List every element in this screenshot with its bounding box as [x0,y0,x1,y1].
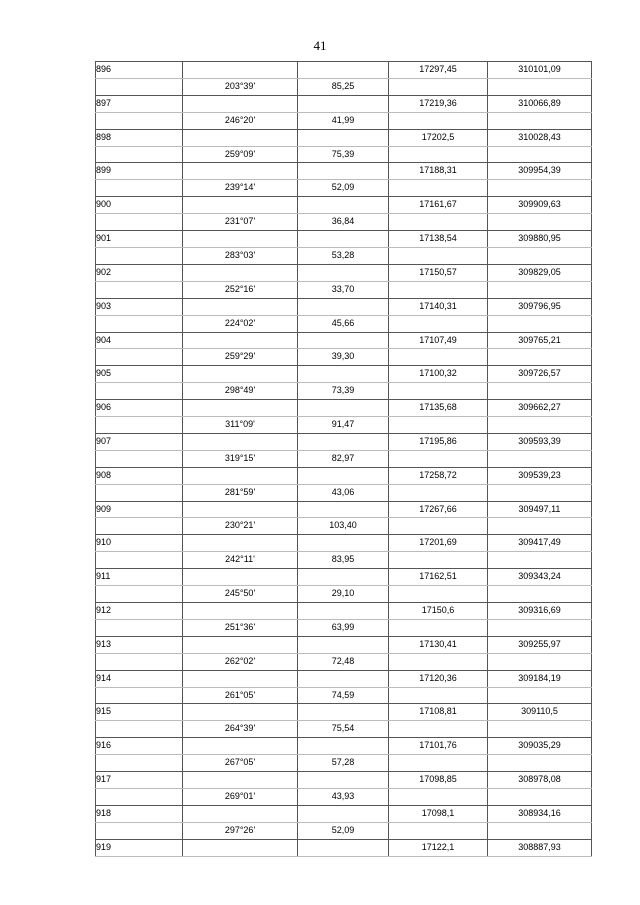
empty-distance-cell [298,366,389,383]
distance-cell: 53,28 [298,247,389,264]
empty-x-cell [389,755,488,772]
point-row [96,805,592,822]
empty-x-cell [389,822,488,839]
direction-angle-cell: 319°15' [183,450,298,467]
empty-point-cell [96,687,183,704]
point-row [96,603,592,620]
distance-cell: 73,39 [298,383,389,400]
distance-cell: 63,99 [298,619,389,636]
segment-row [96,755,592,772]
y-coordinate-cell: 308887,93 [488,839,592,856]
segment-row [96,450,592,467]
distance-cell: 29,10 [298,586,389,603]
empty-y-cell [488,552,592,569]
x-coordinate-cell: 17108,81 [389,704,488,721]
point-row [96,467,592,484]
empty-point-cell [96,450,183,467]
empty-y-cell [488,78,592,95]
empty-distance-cell [298,95,389,112]
segment-row [96,349,592,366]
empty-distance-cell [298,805,389,822]
point-number-cell: 896 [96,62,183,79]
empty-x-cell [389,687,488,704]
empty-angle-cell [183,298,298,315]
point-number-cell: 919 [96,839,183,856]
empty-distance-cell [298,467,389,484]
segment-row [96,417,592,434]
direction-angle-cell: 230°21' [183,518,298,535]
distance-cell: 75,54 [298,721,389,738]
empty-angle-cell [183,95,298,112]
empty-angle-cell [183,670,298,687]
point-number-cell: 915 [96,704,183,721]
y-coordinate-cell: 309184,19 [488,670,592,687]
empty-x-cell [389,417,488,434]
empty-distance-cell [298,62,389,79]
empty-y-cell [488,450,592,467]
x-coordinate-cell: 17100,32 [389,366,488,383]
direction-angle-cell: 259°29' [183,349,298,366]
point-row [96,839,592,856]
point-number-cell: 907 [96,433,183,450]
point-number-cell: 906 [96,400,183,417]
empty-x-cell [389,349,488,366]
segment-row [96,315,592,332]
point-number-cell: 913 [96,636,183,653]
empty-x-cell [389,214,488,231]
point-row [96,62,592,79]
empty-x-cell [389,484,488,501]
segment-row [96,586,592,603]
direction-angle-cell: 311°09' [183,417,298,434]
empty-point-cell [96,417,183,434]
y-coordinate-cell: 309593,39 [488,433,592,450]
empty-distance-cell [298,298,389,315]
y-coordinate-cell: 309343,24 [488,569,592,586]
x-coordinate-cell: 17098,1 [389,805,488,822]
segment-row [96,383,592,400]
point-number-cell: 914 [96,670,183,687]
empty-y-cell [488,822,592,839]
y-coordinate-cell: 308934,16 [488,805,592,822]
empty-x-cell [389,653,488,670]
distance-cell: 43,93 [298,788,389,805]
direction-angle-cell: 242°11' [183,552,298,569]
point-row [96,298,592,315]
x-coordinate-cell: 17188,31 [389,163,488,180]
distance-cell: 33,70 [298,281,389,298]
distance-cell: 39,30 [298,349,389,366]
point-number-cell: 905 [96,366,183,383]
empty-angle-cell [183,636,298,653]
empty-angle-cell [183,264,298,281]
empty-point-cell [96,78,183,95]
direction-angle-cell: 239°14' [183,180,298,197]
point-number-cell: 899 [96,163,183,180]
empty-y-cell [488,281,592,298]
direction-angle-cell: 298°49' [183,383,298,400]
point-row [96,636,592,653]
y-coordinate-cell: 309909,63 [488,197,592,214]
empty-y-cell [488,687,592,704]
empty-angle-cell [183,772,298,789]
segment-row [96,687,592,704]
segment-row [96,484,592,501]
empty-point-cell [96,755,183,772]
empty-y-cell [488,417,592,434]
empty-y-cell [488,383,592,400]
point-number-cell: 912 [96,603,183,620]
empty-y-cell [488,315,592,332]
empty-point-cell [96,146,183,163]
empty-y-cell [488,755,592,772]
y-coordinate-cell: 309765,21 [488,332,592,349]
empty-y-cell [488,484,592,501]
point-number-cell: 908 [96,467,183,484]
point-number-cell: 910 [96,535,183,552]
distance-cell: 74,59 [298,687,389,704]
empty-point-cell [96,383,183,400]
empty-point-cell [96,180,183,197]
y-coordinate-cell: 309829,05 [488,264,592,281]
segment-row [96,281,592,298]
segment-row [96,822,592,839]
point-row [96,400,592,417]
empty-x-cell [389,619,488,636]
empty-angle-cell [183,805,298,822]
y-coordinate-cell: 309796,95 [488,298,592,315]
empty-distance-cell [298,535,389,552]
empty-angle-cell [183,738,298,755]
empty-distance-cell [298,636,389,653]
x-coordinate-cell: 17150,6 [389,603,488,620]
point-row [96,231,592,248]
x-coordinate-cell: 17098,85 [389,772,488,789]
empty-x-cell [389,552,488,569]
x-coordinate-cell: 17219,36 [389,95,488,112]
empty-x-cell [389,112,488,129]
point-number-cell: 903 [96,298,183,315]
distance-cell: 91,47 [298,417,389,434]
empty-y-cell [488,721,592,738]
point-number-cell: 897 [96,95,183,112]
distance-cell: 36,84 [298,214,389,231]
segment-row [96,78,592,95]
empty-distance-cell [298,772,389,789]
empty-angle-cell [183,163,298,180]
empty-y-cell [488,586,592,603]
segment-row [96,247,592,264]
empty-distance-cell [298,501,389,518]
distance-cell: 103,40 [298,518,389,535]
y-coordinate-cell: 310066,89 [488,95,592,112]
segment-row [96,180,592,197]
empty-distance-cell [298,400,389,417]
point-number-cell: 909 [96,501,183,518]
y-coordinate-cell: 309954,39 [488,163,592,180]
direction-angle-cell: 231°07' [183,214,298,231]
y-coordinate-cell: 310101,09 [488,62,592,79]
empty-distance-cell [298,264,389,281]
empty-point-cell [96,349,183,366]
empty-point-cell [96,788,183,805]
coordinates-table-body [96,62,592,857]
empty-point-cell [96,315,183,332]
y-coordinate-cell: 308978,08 [488,772,592,789]
distance-cell: 43,06 [298,484,389,501]
empty-point-cell [96,653,183,670]
point-number-cell: 911 [96,569,183,586]
point-row [96,332,592,349]
point-number-cell: 902 [96,264,183,281]
empty-y-cell [488,788,592,805]
direction-angle-cell: 264°39' [183,721,298,738]
segment-row [96,619,592,636]
empty-angle-cell [183,501,298,518]
empty-angle-cell [183,839,298,856]
empty-distance-cell [298,738,389,755]
point-row [96,772,592,789]
direction-angle-cell: 261°05' [183,687,298,704]
x-coordinate-cell: 17135,68 [389,400,488,417]
point-row [96,163,592,180]
direction-angle-cell: 267°05' [183,755,298,772]
empty-angle-cell [183,535,298,552]
x-coordinate-cell: 17201,69 [389,535,488,552]
x-coordinate-cell: 17138,54 [389,231,488,248]
x-coordinate-cell: 17140,31 [389,298,488,315]
empty-x-cell [389,146,488,163]
empty-x-cell [389,788,488,805]
x-coordinate-cell: 17150,57 [389,264,488,281]
empty-angle-cell [183,603,298,620]
segment-row [96,112,592,129]
direction-angle-cell: 246°20' [183,112,298,129]
empty-distance-cell [298,197,389,214]
point-row [96,433,592,450]
empty-x-cell [389,315,488,332]
segment-row [96,518,592,535]
point-row [96,264,592,281]
empty-distance-cell [298,163,389,180]
segment-row [96,552,592,569]
empty-y-cell [488,247,592,264]
point-number-cell: 900 [96,197,183,214]
y-coordinate-cell: 309662,27 [488,400,592,417]
segment-row [96,146,592,163]
point-number-cell: 916 [96,738,183,755]
empty-x-cell [389,78,488,95]
segment-row [96,788,592,805]
x-coordinate-cell: 17122,1 [389,839,488,856]
empty-distance-cell [298,433,389,450]
empty-angle-cell [183,129,298,146]
empty-point-cell [96,552,183,569]
y-coordinate-cell: 310028,43 [488,129,592,146]
x-coordinate-cell: 17101,76 [389,738,488,755]
point-number-cell: 918 [96,805,183,822]
y-coordinate-cell: 309417,49 [488,535,592,552]
empty-point-cell [96,281,183,298]
point-row [96,197,592,214]
empty-y-cell [488,518,592,535]
empty-angle-cell [183,467,298,484]
empty-point-cell [96,518,183,535]
empty-x-cell [389,586,488,603]
distance-cell: 72,48 [298,653,389,670]
distance-cell: 45,66 [298,315,389,332]
y-coordinate-cell: 309539,23 [488,467,592,484]
empty-x-cell [389,281,488,298]
x-coordinate-cell: 17258,72 [389,467,488,484]
empty-point-cell [96,619,183,636]
point-number-cell: 917 [96,772,183,789]
empty-x-cell [389,450,488,467]
y-coordinate-cell: 309316,69 [488,603,592,620]
empty-point-cell [96,112,183,129]
distance-cell: 41,99 [298,112,389,129]
distance-cell: 85,25 [298,78,389,95]
empty-point-cell [96,214,183,231]
empty-angle-cell [183,569,298,586]
empty-y-cell [488,619,592,636]
direction-angle-cell: 245°50' [183,586,298,603]
y-coordinate-cell: 309726,57 [488,366,592,383]
direction-angle-cell: 283°03' [183,247,298,264]
empty-x-cell [389,180,488,197]
direction-angle-cell: 281°59' [183,484,298,501]
empty-point-cell [96,484,183,501]
distance-cell: 52,09 [298,180,389,197]
empty-distance-cell [298,839,389,856]
x-coordinate-cell: 17107,49 [389,332,488,349]
direction-angle-cell: 203°39' [183,78,298,95]
point-number-cell: 898 [96,129,183,146]
empty-x-cell [389,721,488,738]
point-row [96,535,592,552]
point-row [96,95,592,112]
point-row [96,704,592,721]
segment-row [96,214,592,231]
empty-angle-cell [183,704,298,721]
empty-distance-cell [298,603,389,620]
empty-angle-cell [183,332,298,349]
empty-distance-cell [298,569,389,586]
empty-angle-cell [183,197,298,214]
direction-angle-cell: 269°01' [183,788,298,805]
y-coordinate-cell: 309497,11 [488,501,592,518]
empty-y-cell [488,146,592,163]
empty-angle-cell [183,62,298,79]
page-number: 41 [313,38,327,53]
distance-cell: 52,09 [298,822,389,839]
empty-angle-cell [183,433,298,450]
empty-y-cell [488,214,592,231]
x-coordinate-cell: 17120,36 [389,670,488,687]
x-coordinate-cell: 17161,67 [389,197,488,214]
empty-point-cell [96,721,183,738]
empty-distance-cell [298,670,389,687]
x-coordinate-cell: 17297,45 [389,62,488,79]
empty-y-cell [488,349,592,366]
distance-cell: 57,28 [298,755,389,772]
distance-cell: 75,39 [298,146,389,163]
direction-angle-cell: 297°26' [183,822,298,839]
distance-cell: 82,97 [298,450,389,467]
empty-x-cell [389,247,488,264]
x-coordinate-cell: 17162,51 [389,569,488,586]
point-number-cell: 901 [96,231,183,248]
x-coordinate-cell: 17130,41 [389,636,488,653]
point-row [96,129,592,146]
point-row [96,670,592,687]
empty-y-cell [488,112,592,129]
distance-cell: 83,95 [298,552,389,569]
point-row [96,366,592,383]
empty-distance-cell [298,231,389,248]
direction-angle-cell: 262°02' [183,653,298,670]
empty-angle-cell [183,400,298,417]
empty-angle-cell [183,231,298,248]
empty-point-cell [96,586,183,603]
x-coordinate-cell: 17195,86 [389,433,488,450]
point-row [96,569,592,586]
empty-distance-cell [298,332,389,349]
y-coordinate-cell: 309035,29 [488,738,592,755]
empty-distance-cell [298,704,389,721]
point-row [96,738,592,755]
empty-point-cell [96,247,183,264]
empty-y-cell [488,180,592,197]
empty-point-cell [96,822,183,839]
y-coordinate-cell: 309880,95 [488,231,592,248]
x-coordinate-cell: 17267,66 [389,501,488,518]
direction-angle-cell: 252°16' [183,281,298,298]
point-number-cell: 904 [96,332,183,349]
y-coordinate-cell: 309255,97 [488,636,592,653]
empty-x-cell [389,383,488,400]
point-row [96,501,592,518]
x-coordinate-cell: 17202,5 [389,129,488,146]
segment-row [96,721,592,738]
empty-y-cell [488,653,592,670]
coordinates-table [95,61,592,857]
empty-angle-cell [183,366,298,383]
direction-angle-cell: 251°36' [183,619,298,636]
empty-distance-cell [298,129,389,146]
y-coordinate-cell: 309110,5 [488,704,592,721]
direction-angle-cell: 224°02' [183,315,298,332]
empty-x-cell [389,518,488,535]
direction-angle-cell: 259°09' [183,146,298,163]
segment-row [96,653,592,670]
